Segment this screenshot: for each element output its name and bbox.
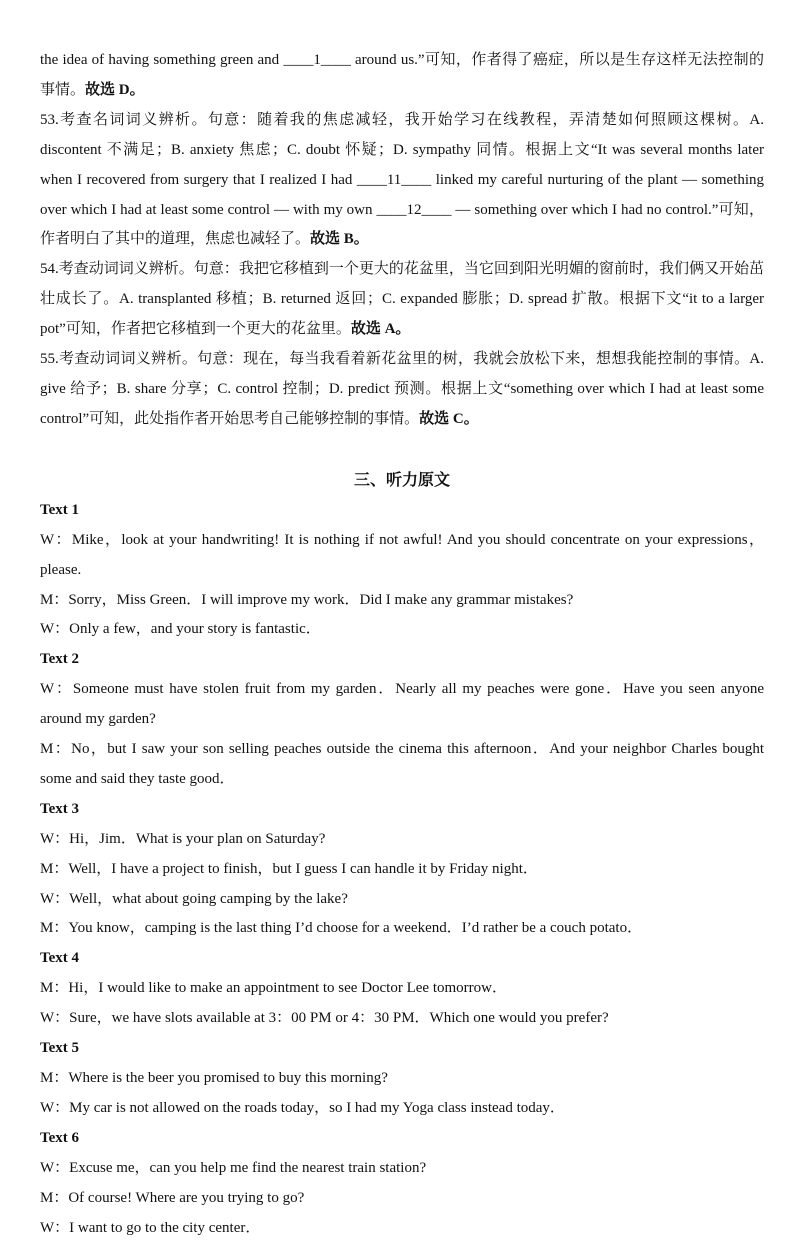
- text-heading: Text 6: [40, 1129, 80, 1146]
- analysis-text: the idea of having something green and ____1____ around us.”可知，作者得了癌症，所以是生存这样无法控制的事情。: [40, 52, 764, 98]
- dialogue-line: W：Someone must have stolen fruit from my garden．Nearly all my peaches were gone．Have you seen anyone around my garden?: [40, 681, 764, 728]
- analysis-text: 53.考查名词词义辨析。句意：随着我的焦虑减轻，我开始学习在线教程，弄清楚如何照顾这棵树。A. discontent 不满足；B. anxiety 焦虑；C. doubt 怀疑；D. sympathy 同情。根据上文“It was several months later when I recovered from surgery that I realized I had ____11____ linked my careful nurturing of the plant — something over which I had at least some control — with my own ____12____ — something over which I had no control.”可知，作者明白了其中的道理，焦虑也减轻了。: [40, 111, 764, 248]
- document-page: [40, 46, 764, 1243]
- section-title: 三、听力原文: [353, 471, 450, 489]
- analysis-text: 55.考查动词词义辨析。句意：现在，每当我看着新花盆里的树，我就会放松下来，想想我能控制的事情。A. give 给予；B. share 分享；C. control 控制；D. predict 预测。根据上文“something over which I had at least some control”可知，此处指作者开始思考自己能够控制的事情。: [40, 351, 764, 427]
- listening-transcript: [40, 496, 764, 1244]
- dialogue-line: M：Hi，I would like to make an appointment to see Doctor Lee tomorrow．: [40, 980, 507, 997]
- answer-choice: 故选 C。: [419, 410, 479, 427]
- dialogue-line: M：No，but I saw your son selling peaches outside the cinema this afternoon．And your neighbor Charles bought some and said they taste good．: [40, 741, 764, 787]
- answer-choice: 故选 B。: [310, 231, 369, 248]
- analysis-paragraph: [40, 255, 764, 345]
- dialogue-line: W：Excuse me，can you help me find the nearest train station?: [40, 1159, 427, 1176]
- analysis-text: 54.考查动词词义辨析。句意：我把它移植到一个更大的花盆里，当它回到阳光明媚的窗前时，我们俩又开始茁壮成长了。A. transplanted 移植；B. returned 返回；C. expanded 膨胀；D. spread 扩散。根据下文“it to a larger pot”可知，作者把它移植到一个更大的花盆里。: [40, 261, 764, 338]
- dialogue-line: W：I want to go to the city center．: [40, 1219, 261, 1236]
- dialogue-line: M：Of course! Where are you trying to go?: [40, 1189, 305, 1206]
- analysis-paragraph: [40, 106, 764, 256]
- text-heading: Text 4: [40, 950, 80, 967]
- text-heading: Text 3: [40, 800, 80, 817]
- dialogue-line: M：Well，I have a project to finish，but I guess I can handle it by Friday night．: [40, 860, 538, 877]
- analysis-paragraph: [40, 345, 764, 435]
- dialogue-line: W：Well，what about going camping by the lake?: [40, 890, 348, 907]
- text-heading: Text 1: [40, 501, 80, 518]
- dialogue-line: W：Mike，look at your handwriting! It is nothing if not awful! And you should concentrate on your expressions，please.: [40, 531, 764, 578]
- dialogue-line: W：Only a few，and your story is fantastic．: [40, 621, 321, 638]
- dialogue-line: W：Sure，we have slots available at 3：00 PM or 4：30 PM．Which one would you prefer?: [40, 1010, 609, 1027]
- dialogue-line: M：You know，camping is the last thing I’d choose for a weekend．I’d rather be a couch potato．: [40, 920, 643, 937]
- text-heading: Text 5: [40, 1040, 80, 1057]
- dialogue-line: M：Where is the beer you promised to buy this morning?: [40, 1070, 388, 1086]
- answer-analysis: [40, 46, 764, 435]
- answer-choice: 故选 D。: [85, 81, 145, 98]
- answer-choice: 故选 A。: [350, 321, 411, 338]
- dialogue-line: W：My car is not allowed on the roads today，so I had my Yoga class instead today．: [40, 1099, 565, 1116]
- dialogue-line: M：Sorry，Miss Green．I will improve my work．Did I make any grammar mistakes?: [40, 591, 574, 608]
- dialogue-line: W：Hi，Jim．What is your plan on Saturday?: [40, 830, 326, 847]
- analysis-paragraph: [40, 46, 764, 106]
- text-heading: Text 2: [40, 651, 80, 668]
